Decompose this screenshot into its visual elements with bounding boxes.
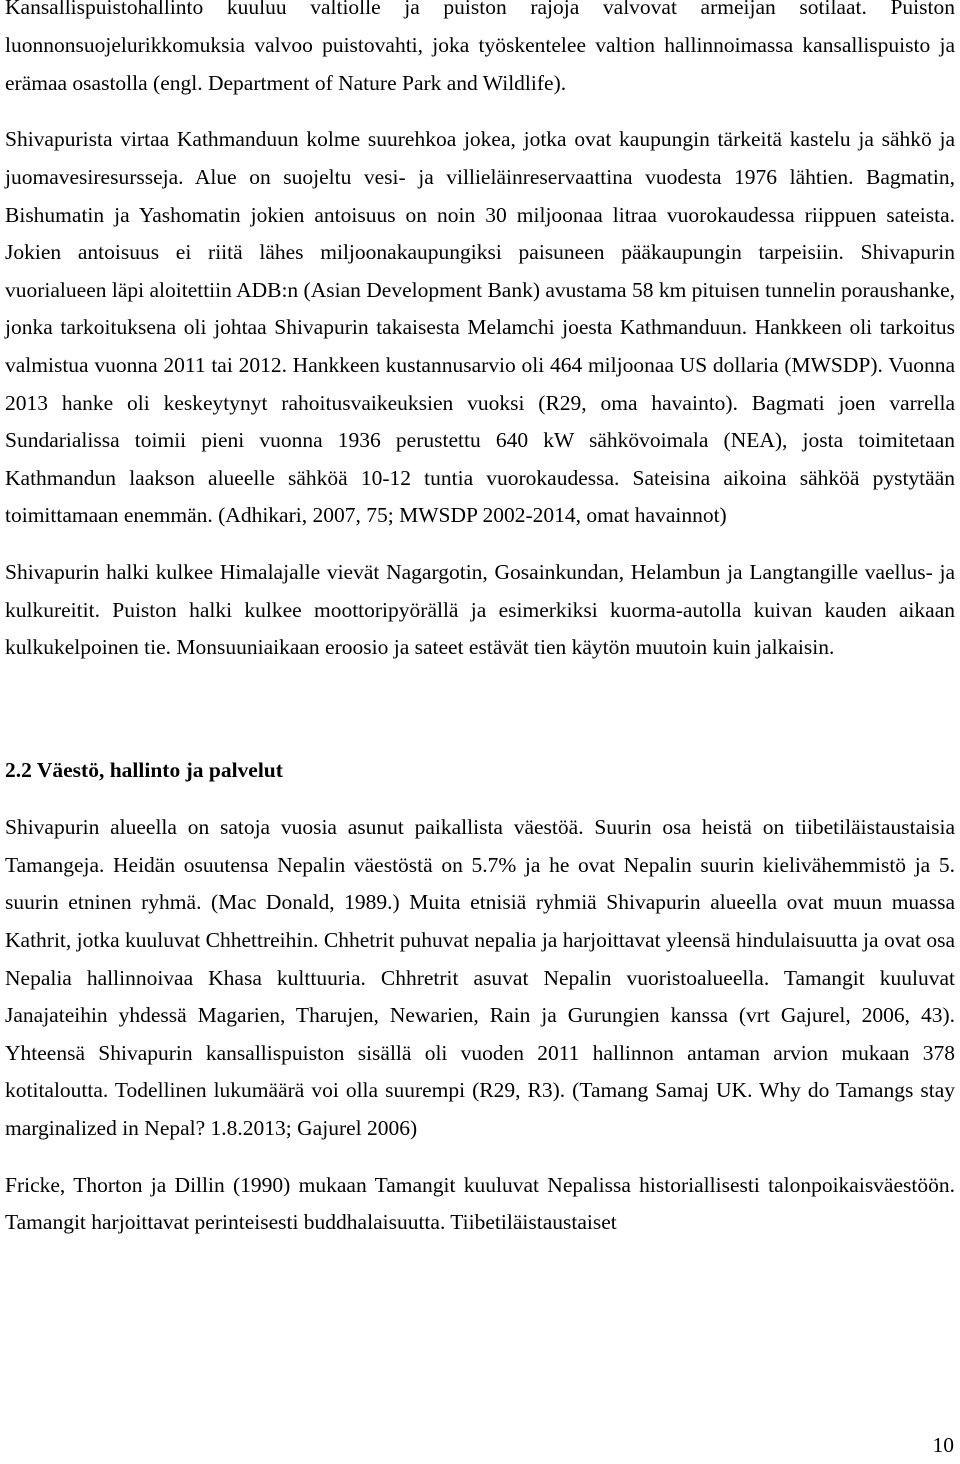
heading-spacer xyxy=(5,789,955,809)
document-page xyxy=(5,0,955,1242)
paragraph-spacer xyxy=(5,535,955,554)
paragraph-spacer xyxy=(5,1148,955,1167)
paragraph-spacer xyxy=(5,102,955,121)
paragraph-rivers-and-water: Shivapurista virtaa Kathmanduun kolme suurehkoa jokea, jotka ovat kaupungin tärkeitä kastelu ja sähkö ja juomavesiresursseja. Alue on suojeltu vesi- ja villieläinreservaattina vuodesta 1976 lähtien. Bagmatin, Bishumatin ja Yashomatin jokien antoisuus on noin 30 miljoonaa litraa vuorokaudessa riippuen sateista. Jokien antoisuus ei riitä lähes miljoonakaupungiksi paisuneen pääkaupungin tarpeisiin. Shivapurin vuorialueen läpi aloitettiin ADB:n (Asian Development Bank) avustama 58 km pituisen tunnelin poraushanke, jonka tarkoituksena oli johtaa Shivapurin takaisesta Melamchi joesta Kathmanduun. Hankkeen oli tarkoitus valmistua vuonna 2011 tai 2012. Hankkeen kustannusarvio oli 464 miljoonaa US dollaria (MWSDP). Vuonna 2013 hanke oli keskeytynyt rahoitusvaikeuksien vuoksi (R29, oma havainto). Bagmati joen varrella Sundarialissa toimii pieni vuonna 1936 perustettu 640 kW sähkövoimala (NEA), josta toimitetaan Kathmandun laakson alueelle sähköä 10-12 tuntia vuorokaudessa. Sateisina aikoina sähköä pystytään toimittamaan enemmän. (Adhikari, 2007, 75; MWSDP 2002-2014, omat havainnot) xyxy=(5,127,955,528)
paragraph-population: Shivapurin alueella on satoja vuosia asunut paikallista väestöä. Suurin osa heistä on tiibetiläistaustaisia Tamangeja. Heidän osuutensa Nepalin väestöstä on 5.7% ja he ovat Nepalin suurin kielivähemmistö ja 5. suurin etninen ryhmä. (Mac Donald, 1989.) Muita etnisiä ryhmiä Shivapurin alueella ovat muun muassa Kathrit, jotka kuuluvat Chhettreihin. Chhetrit puhuvat nepalia ja harjoittavat yleensä hindulaisuutta ja ovat osa Nepalia hallinnoivaa Khasa kulttuuria. Chhretrit asuvat Nepalin vuoristoalueella. Tamangit kuuluvat Janajateihin yhdessä Magarien, Tharujen, Newarien, Rain ja Gurungien kanssa (vrt Gajurel, 2006, 43). Yhteensä Shivapurin kansallispuiston sisällä oli vuoden 2011 hallinnon antaman arvion mukaan 378 kotitaloutta. Todellinen lukumäärä voi olla suurempi (R29, R3). (Tamang Samaj UK. Why do Tamangs stay marginalized in Nepal? 1.8.2013; Gajurel 2006) xyxy=(5,815,955,1141)
section-spacer xyxy=(5,667,955,752)
section-heading: 2.2 Väestö, hallinto ja palvelut xyxy=(5,757,283,782)
paragraph-park-administration: Kansallispuistohallinto kuuluu valtiolle ja puiston rajoja valvovat armeijan sotilaat. Puiston luonnonsuojelurikkomuksia valvoo puistovahti, joka työskentelee valtion hallinnoimassa kansallispuisto ja erämaa osastolla (engl. Department of Nature Park and Wildlife). xyxy=(5,0,955,95)
page-number: 10 xyxy=(932,1433,954,1457)
paragraph-trekking-routes: Shivapurin halki kulkee Himalajalle vievät Nagargotin, Gosainkundan, Helambun ja Langtangille vaellus- ja kulkureitit. Puiston halki kulkee moottoripyörällä ja esimerkiksi kuorma-autolla kuivan kauden aikaan kulkukelpoinen tie. Monsuuniaikaan eroosio ja sateet estävät tien käytön muutoin kuin jalkaisin. xyxy=(5,559,955,660)
paragraph-tamang-history: Fricke, Thorton ja Dillin (1990) mukaan Tamangit kuuluvat Nepalissa historiallisesti talonpoikaisväestöön. Tamangit harjoittavat perinteisesti buddhalaisuutta. Tiibetiläistaustaiset xyxy=(5,1172,955,1235)
